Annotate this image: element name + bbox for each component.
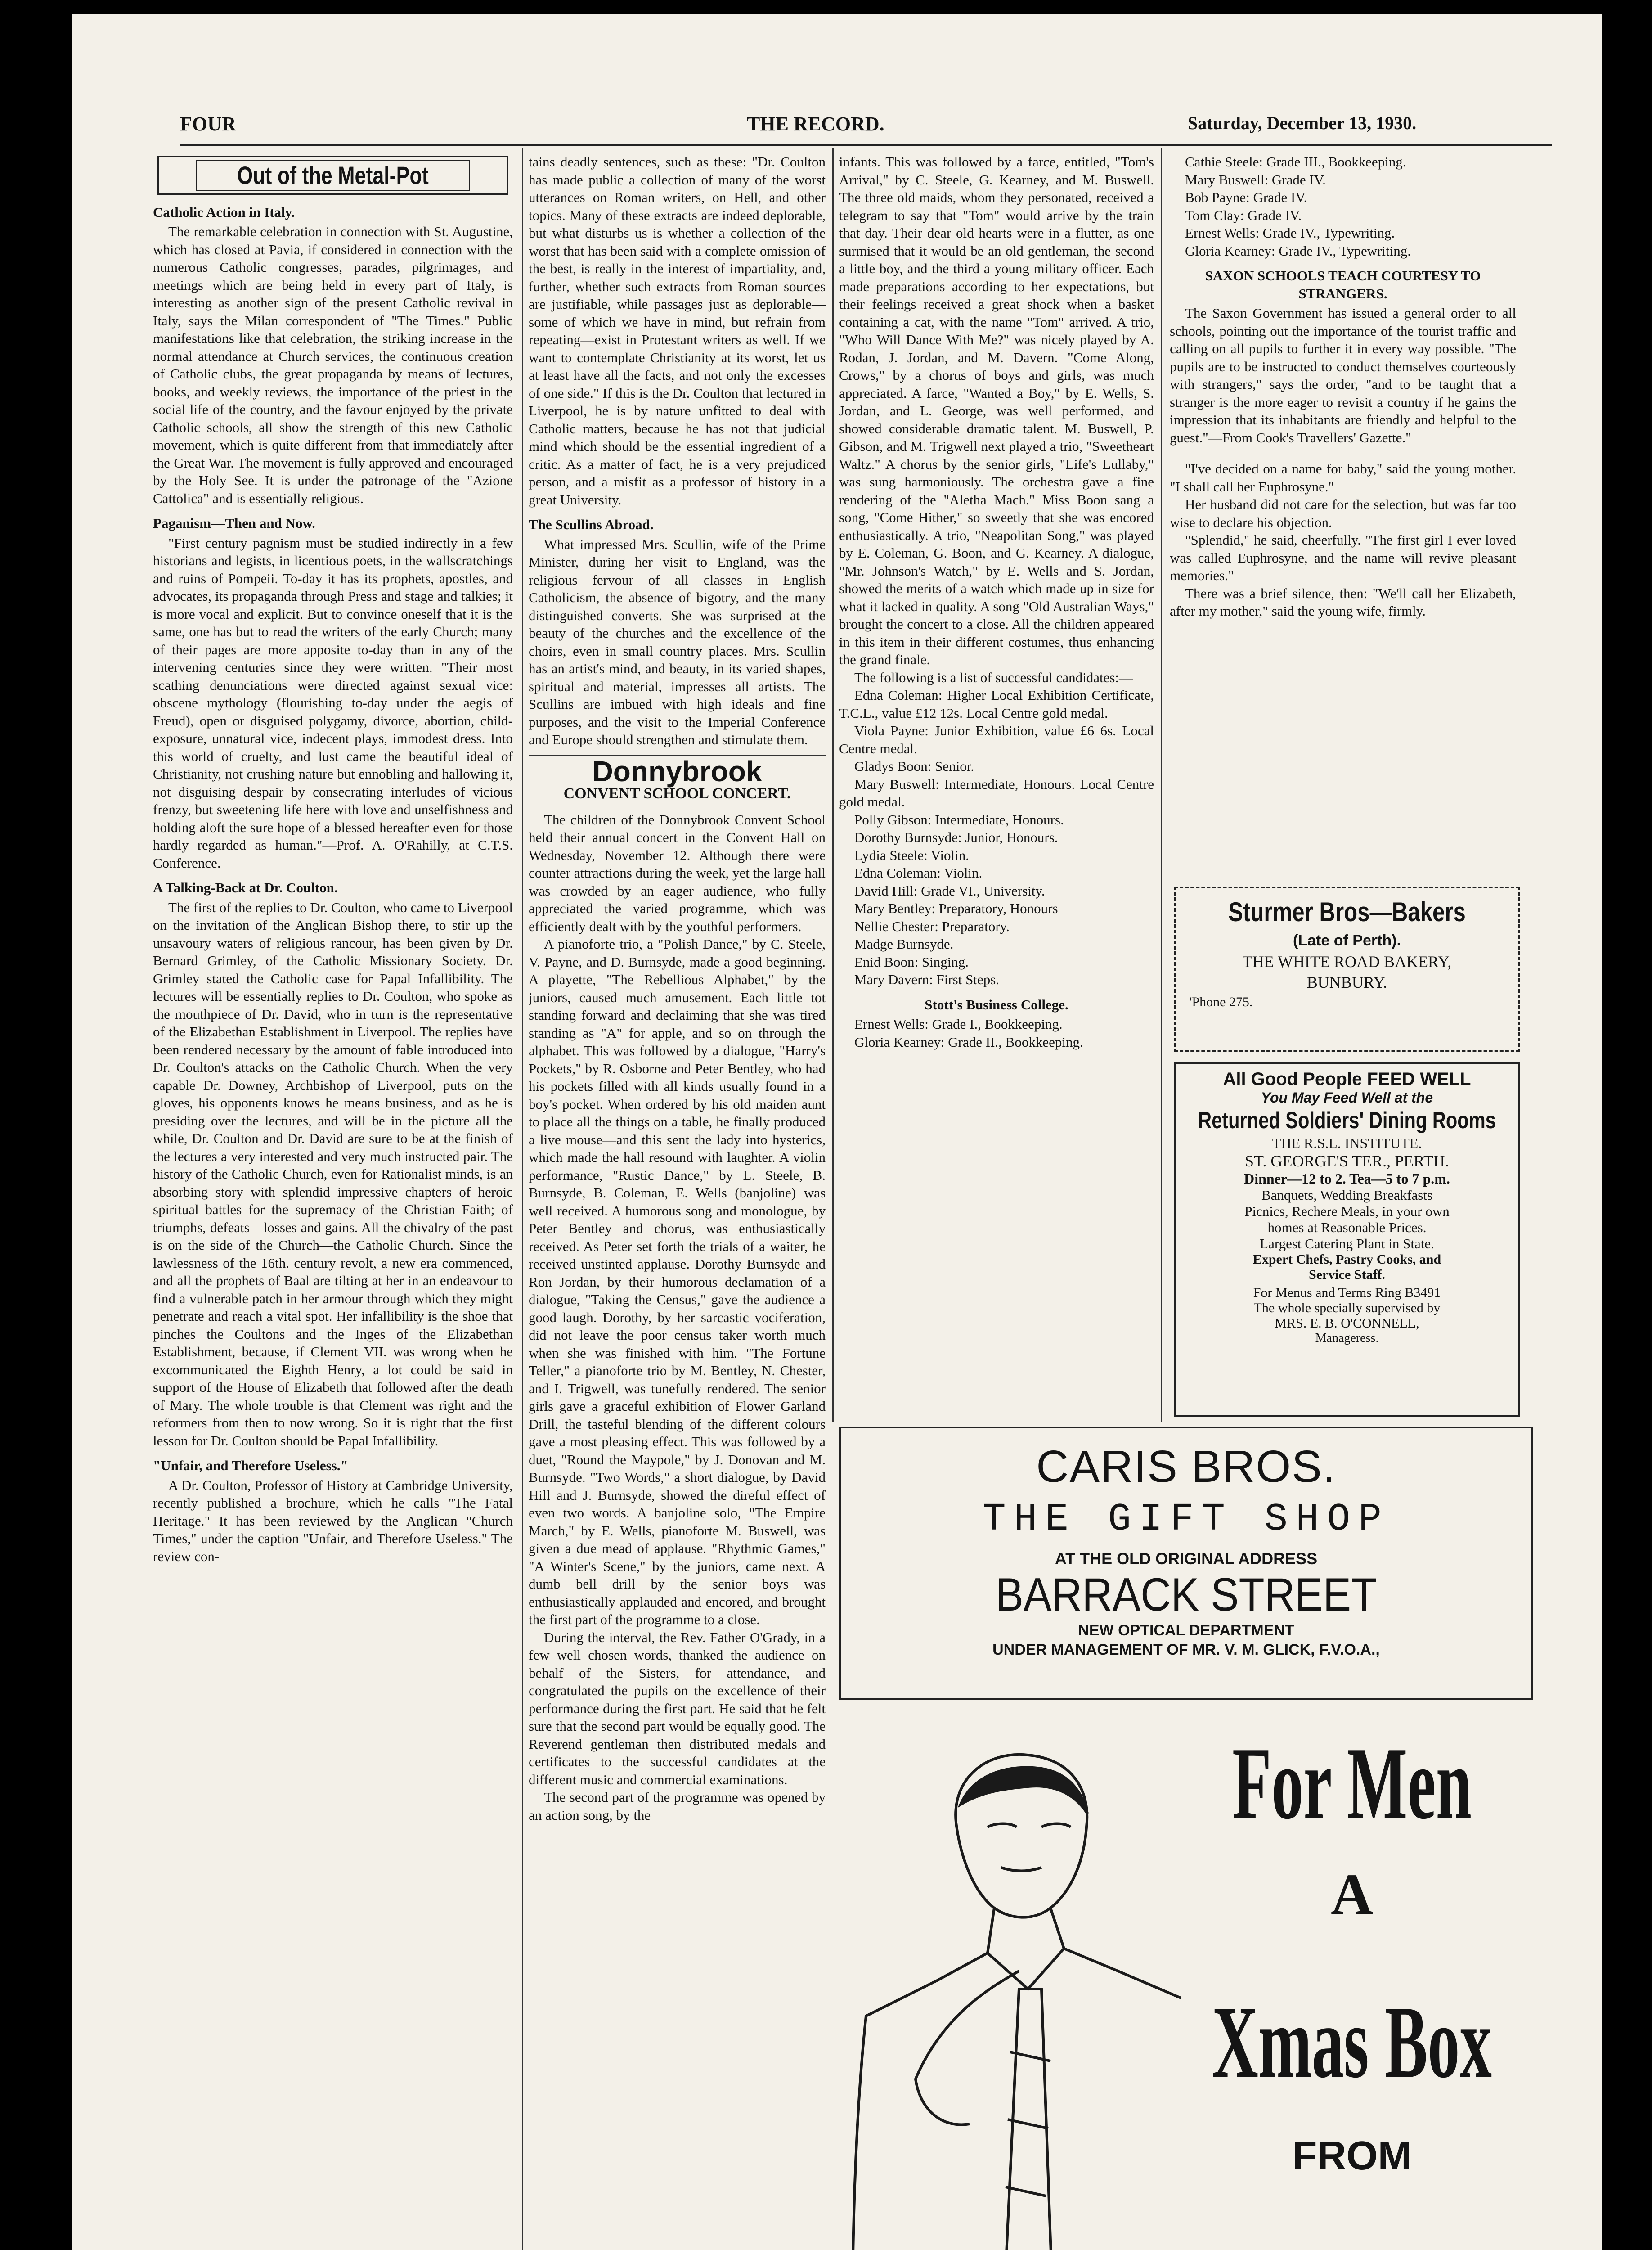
- newspaper-page: [72, 14, 1602, 2250]
- result-line: Enid Boon: Singing.: [854, 954, 969, 970]
- advert-line: For Menus and Terms Ring B3491: [1253, 1285, 1441, 1300]
- result-line: Gladys Boon: Senior.: [854, 758, 974, 774]
- article-text: The Saxon Government has issued a general order to all schools, pointing out the importance of the tourist traffic and calling on all pupils to further it in every way possible. "The pupils are to be instructed to conduct themselves courteously with strangers," says the order, "and to be taught that a stranger is the more eager to revisit a country if he gains the impression that its inhabitants are friendly and helpful to the guest."—From Cook's Travellers' Gazette.": [1170, 305, 1516, 446]
- result-line: Mary Buswell: Intermediate, Honours. Local Centre gold medal.: [839, 776, 1154, 810]
- column-1: [153, 153, 513, 2250]
- advert-line: Manageress.: [1315, 1331, 1379, 1345]
- advert-heading: Returned Soldiers' Dining Rooms: [1198, 1107, 1496, 1134]
- advert-line: NEW OPTICAL DEPARTMENT: [1078, 1622, 1294, 1639]
- result-line: Mary Bentley: Preparatory, Honours: [854, 900, 1058, 916]
- advert-line: Expert Chefs, Pastry Cooks, and: [1252, 1252, 1441, 1267]
- advert-heading: Sturmer Bros—Bakers: [1228, 897, 1466, 927]
- donnybrook-heading: Donnybrook: [529, 755, 826, 781]
- article-heading: Catholic Action in Italy.: [153, 204, 295, 220]
- result-line: Edna Coleman: Violin.: [854, 865, 983, 881]
- article-text: A Dr. Coulton, Professor of History at Cambridge University, recently published a brochure, which he calls "The Fatal Heritage." It has been reviewed by the Anglican "Church Times," under the caption "Unfair, and Therefore Useless." The review con-: [153, 1477, 513, 1564]
- column-divider: [832, 148, 834, 1422]
- result-line: Gloria Kearney: Grade II., Bookkeeping.: [854, 1034, 1083, 1050]
- advert-line: Service Staff.: [1309, 1267, 1385, 1282]
- article-heading: A Talking-Back at Dr. Coulton.: [153, 880, 338, 896]
- advert-line: BUNBURY.: [1306, 973, 1387, 991]
- advert-line: THE GIFT SHOP: [983, 1497, 1390, 1541]
- advert-sturmer-bros: [1174, 886, 1520, 1052]
- advert-line: (Late of Perth).: [1293, 932, 1401, 949]
- advert-line: MRS. E. B. O'CONNELL,: [1275, 1316, 1419, 1331]
- result-line: David Hill: Grade VI., University.: [854, 882, 1045, 899]
- section-title: Out of the Metal-Pot: [196, 160, 470, 191]
- result-line: Viola Payne: Junior Exhibition, value £6 6s. Local Centre medal.: [839, 723, 1154, 756]
- article-text: The remarkable celebration in connection with St. Augustine, which has closed at Pavia, if considered in connection with the numerous Catholic congresses, parades, pilgrimages, and meetings which are being held in every part of Italy, is interesting as another sign of the present Catholic revival in Italy, says the Milan correspondent of "The Times." Public manifestations like that celebration, the striking increase in the normal attendance at Church services, the continuous creation of Catholic clubs, the great propaganda by means of lectures, books, and weekly reviews, the importance of the priest in the social life of the country, and the favour enjoyed by the private Catholic schools, all show the strength of this new Catholic movement, which is quite different from that immediately after the Great War. The movement is fully approved and encouraged by the Holy See. It is under the patronage of the "Azione Cattolica" and is essentially religious.: [153, 224, 513, 506]
- article-heading: "Unfair, and Therefore Useless.": [153, 1458, 348, 1473]
- article-text: tains deadly sentences, such as these: "Dr. Coulton has made public a collection of many of the worst utterances on Roman writers, on Hell, and other topics. Many of these extracts are indeed deplorable, but what disturbs us is whether a collection of the worst that has been said with a complete omission of the best, is really in the interest of impartiality, and, further, whether such extracts from Roman sources are justifiable, while passages just as deplorable—some of which we have in mind, but refrain from repeating—exist in Protestant writers as well. If we want to contemplate Christianity at its worst, let us at least have all the facts, and not only the excesses of one side." If this is the Dr. Coulton that lectured in Liverpool, he is by nature unfitted to deal with Catholic matters, because he has not that judicial mind which should be the essential ingredient of a critic. As a matter of fact, he is a very prejudiced person, and a misfit as a professor of history in a great University.: [529, 154, 826, 508]
- issue-date: Saturday, December 13, 1930.: [1188, 113, 1417, 133]
- article-heading: SAXON SCHOOLS TEACH COURTESY TO STRANGERS.: [1205, 268, 1481, 302]
- result-line: Gloria Kearney: Grade IV., Typewriting.: [1185, 243, 1411, 259]
- article-heading: Paganism—Then and Now.: [153, 515, 315, 531]
- advert-line: Largest Catering Plant in State.: [1260, 1236, 1434, 1251]
- advert-heading: Xmas Box: [1212, 1984, 1492, 2099]
- advert-cogan-bros: [839, 1719, 1530, 2250]
- advert-line: 'Phone 275.: [1190, 994, 1253, 1009]
- advert-heading: CARIS BROS.: [1036, 1441, 1336, 1492]
- article-text: infants. This was followed by a farce, entitled, "Tom's Arrival," by C. Steele, G. Kearney, and M. Buswell. The three old maids, whom they personated, received a telegram to say that "Tom" would arrive by the train that day. Their dear old hearts were in a flutter, as one surmised that it would be an old gentleman, the second a little boy, and the third a young military officer. Each made preparations according to her expectations, but their feelings received a great shock when a basket containing a cat, with the name "Tom" arrived. A trio, "Who Will Dance With Me?" was nicely played by A. Rodan, J. Jordan, and M. Davern. "Come Along, Crows," by a chorus of boys and girls, was much appreciated. A farce, "Wanted a Boy," by E. Wells, S. Jordan, and L. George, was well performed, and showed considerable dramatic talent. M. Buswell, P. Gibson, and M. Trigwell next played a trio, "Sweetheart Waltz." A chorus by the senior girls, "Life's Lullaby," was sung harmoniously. The orchestra gave a fine rendering of the "Aletha Mach." Miss Boon sang a song, "Come Hither," so sweetly that she was encored enthusiastically. A trio, "Neapolitan Song," was played by E. Coleman, G. Boon, and G. Kearney. A dialogue, "Mr. Johnson's Watch," by E. Wells and S. Jordan, showed the merits of a watch which made up in size for what it lacked in quality. A song "Old Australian Ways," brought the concert to a close. All the children appeared in this item in their different costumes, thus enhancing the grand finale.: [839, 154, 1154, 667]
- result-line: Tom Clay: Grade IV.: [1185, 207, 1302, 223]
- advert-line: THE WHITE ROAD BAKERY,: [1242, 953, 1452, 971]
- result-line: Ernest Wells: Grade IV., Typewriting.: [1185, 225, 1395, 241]
- joke-text: Her husband did not care for the selection, but was far too wise to declare his objection.: [1170, 496, 1516, 530]
- result-line: Bob Payne: Grade IV.: [1185, 189, 1307, 205]
- result-line: Lydia Steele: Violin.: [854, 847, 970, 863]
- section-title-box: [157, 156, 508, 195]
- result-line: Cathie Steele: Grade III., Bookkeeping.: [1185, 154, 1406, 170]
- joke-text: "I've decided on a name for baby," said the young mother. "I shall call her Euphrosyne.": [1170, 461, 1516, 495]
- column-3: [839, 153, 1154, 1413]
- result-line: Ernest Wells: Grade I., Bookkeeping.: [854, 1016, 1063, 1032]
- column-divider: [522, 148, 523, 2250]
- advert-rsl-dining-rooms: [1174, 1062, 1520, 1417]
- man-illustration-icon: [839, 1737, 1190, 2250]
- result-line: Mary Davern: First Steps.: [854, 972, 1000, 987]
- article-text: During the interval, the Rev. Father O'Grady, in a few well chosen words, thanked the audience on behalf of the Sisters, for attendance, and congratulated the pupils on the excellence of their performance during the first part. He said that he felt sure that the second part would be equally good. The Reverend gentleman then distributed medals and certificates to the successful candidates at the different music and commercial examinations.: [529, 1629, 826, 1787]
- joke-text: "Splendid," he said, cheerfully. "The first girl I ever loved was called Euphrosyne, and the name will revive pleasant memories.": [1170, 532, 1516, 583]
- header-rule: [180, 144, 1552, 146]
- advert-line: You May Feed Well at the: [1261, 1089, 1433, 1106]
- advert-line: The whole specially supervised by: [1253, 1300, 1441, 1315]
- advert-line: All Good People FEED WELL: [1223, 1069, 1471, 1089]
- column-divider: [1161, 148, 1162, 1422]
- result-line: Dorothy Burnsyde: Junior, Honours.: [854, 829, 1058, 845]
- advert-line: Picnics, Rechere Meals, in your own: [1244, 1203, 1450, 1219]
- result-line: Edna Coleman: Higher Local Exhibition Certificate, T.C.L., value £12 12s. Local Centre gold medal.: [839, 687, 1154, 721]
- paper-title: THE RECORD.: [747, 113, 884, 135]
- article-text: The second part of the programme was opened by an action song, by the: [529, 1789, 826, 1823]
- column-4: [1170, 153, 1516, 882]
- article-text: The following is a list of successful candidates:—: [854, 669, 1133, 685]
- advert-line: UNDER MANAGEMENT OF MR. V. M. GLICK, F.V.O.A.,: [992, 1641, 1380, 1658]
- concert-heading: CONVENT SCHOOL CONCERT.: [563, 785, 791, 802]
- article-text: A pianoforte trio, a "Polish Dance," by C. Steele, V. Payne, and D. Burnsyde, made a good beginning. A playette, "The Rebellious Alphabet," by the juniors, caused much amusement. Each little tot standing forward and declaiming that she was tired standing as "A" for apple, and so on through the alphabet. This was followed by a dialogue, "Harry's Pockets," by R. Osborne and Peter Bentley, who had his pockets filled with all kinds usually found in a boy's pocket. When ordered by his old maiden aunt to place all the things on a table, he finally produced a live mouse—and this sent the lady into hysterics, which made the hall resound with laughter. A violin performance, "Rustic Dance," by L. Steele, B. Burnsyde, B. Coleman, E. Wells (banjoline) was well received. A humorous song and monologue, by Peter Bentley and chorus, was enthusiastically received. As Peter set forth the trials of a waiter, he received unstinted applause. Dorothy Burnsyde and Ron Jordan, by their humorous declamation of a dialogue, "Taking the Census," gave the audience a good laugh. Dorothy, by her sarcastic vociferation, did not leave the poor census taker worth much when she was finished with him. "The Fortune Teller," a pianoforte trio by M. Bentley, N. Chester, and I. Trigwell, was tunefully rendered. The senior girls gave a graceful exhibition of Flower Garland Drill, the tasteful blending of the different colours gave a most pleasing effect. This was followed by a duet, "Round the Maypole," by J. Donovan and M. Burnsyde. "Two Words," a short dialogue, by David Hill and J. Burnsyde, showed the direful effect of even two words. A banjoline solo, "The Empire March," by E. Wells, pianoforte M. Buswell, was given a due mead of applause. "Rhythmic Games," "A Winter's Scene," by the juniors, came next. A dumb bell drill by the senior boys was enthusiastically applauded and encored, and brought the first part of the programme to a close.: [529, 936, 826, 1627]
- advert-heading: For Men: [1232, 1726, 1472, 1840]
- advert-line: FROM: [1292, 2133, 1412, 2178]
- advert-line: Banquets, Wedding Breakfasts: [1261, 1187, 1433, 1203]
- advert-line: Dinner—12 to 2. Tea—5 to 7 p.m.: [1244, 1170, 1450, 1187]
- advert-heading: BARRACK STREET: [995, 1569, 1377, 1621]
- column-2: [529, 153, 826, 2250]
- article-heading: The Scullins Abroad.: [529, 517, 654, 532]
- advert-line: THE R.S.L. INSTITUTE.: [1272, 1135, 1422, 1151]
- advert-line: AT THE OLD ORIGINAL ADDRESS: [1055, 1549, 1318, 1568]
- result-line: Polly Gibson: Intermediate, Honours.: [854, 811, 1064, 828]
- article-text: The children of the Donnybrook Convent School held their annual concert in the Convent Hall on Wednesday, November 12. Although there were counter attractions during the week, yet the large hall was crowded by an eager audience, who fully appreciated the varied programme, which was efficiently dealt with by the youthful performers.: [529, 811, 826, 934]
- advert-caris-bros: [839, 1426, 1533, 1700]
- result-line: Nellie Chester: Preparatory.: [854, 918, 1010, 934]
- page-number: FOUR: [180, 113, 236, 135]
- article-text: What impressed Mrs. Scullin, wife of the Prime Minister, during her visit to England, was the religious fervour of all classes in English Catholicism, the absence of bigotry, and the many distinguished converts. She was surprised at the beauty of the churches and the excellence of the choirs, even in small country places. Mrs. Scullin has an artist's mind, and beauty, in its varied shapes, spiritual and material, impresses all artists. The Scullins are imbued with high ideals and fine purposes, and the visit to the Imperial Conference and Europe should strengthen and stimulate them.: [529, 536, 826, 747]
- joke-text: There was a brief silence, then: "We'll call her Elizabeth, after my mother," said the young wife, firmly.: [1170, 585, 1516, 619]
- article-heading: Stott's Business College.: [925, 996, 1068, 1012]
- result-line: Madge Burnsyde.: [854, 936, 954, 952]
- advert-line: A: [1331, 1862, 1373, 1927]
- article-text: The first of the replies to Dr. Coulton, who came to Liverpool on the invitation of the Anglican Bishop there, to stir up the unsavoury waters of religious rancour, has been given by Dr. Bernard Grimley, of the Catholic Missionary Society. Dr. Grimley stated the Catholic case for Papal Infallibility. The lectures will be essentially replies to Dr. Coulton, who spoke as the mouthpiece of Dr. David, who in turn is the representative of the Elizabethan Establishment in Liverpool. The replies have been rendered necessary by the amount of fable introduced into Dr. Coulton's attacks on the Catholic Church. When the very capable Dr. Downey, Archbishop of Liverpool, puts on the gloves, his opponents knows he means business, and as he is presiding over the lectures, and will be in the picture all the while, Dr. Coulton and Dr. David are sure to be at the finish of the lectures a very interested and very much instructed pair. The history of the Catholic Church, even for Rationalist minds, is an absorbing story with splendid impressive chapters of heroic spiritual battles for the supremacy of the Christian Faith; of triumphs, defeats—losses and gains. All the chivalry of the past is on the side of the Church—the Catholic Church. Since the lawlessness of the 16th. century revolt, a new era commenced, and all the prophets of Baal are tilting at her in an endeavour to find a vulnerable patch in her armour through which they might penetrate and reach a vital spot. Her infallibility is the shoe that pinches the Coultons and the Inges of the Elizabethan Establishment, because, if Clement VII. was wrong when he excommunicated the Eighth Henry, a lot could be said in support of the House of Elizabeth that followed after the death of Mary. The whole trouble is that Clement was right and the reformers from then to now wrong. So it is right that the first lesson for Dr. Coulton should be Papal Infallibility.: [153, 899, 513, 1449]
- article-text: "First century pagnism must be studied indirectly in a few historians and legists, in licentious poets, in the wallscratchings and ruins of Pompeii. To-day it has its prophets, apostles, and advocates, its propaganda through Press and stage and talkies; it is more vocal and explicit. But to convince oneself that it is the same, one has but to read the writers of the early Church; many of their pages are more apposite to-day than in any of the intervening centuries since they were written. "Their most scathing denunciations were directed against sexual vice: obscene mythology (flourishing to-day under the aegis of Freud), open or disguised polygamy, divorce, abortion, child-exposure, unnatural vice, indecent plays, immodest dress. Into this world of cruelty, and lust came the beautiful ideal of Christianity, not crushing nature but ennobling and hallowing it, not disguising despair by consecrating interludes of vicious frenzy, but sweetening life here with love and unselfishness and holding aloft the sure hope of a blessed hereafter even for those hardly regarded as human."—Prof. A. O'Rahilly, at C.T.S. Conference.: [153, 535, 513, 871]
- advert-line: ST. GEORGE'S TER., PERTH.: [1244, 1152, 1450, 1170]
- advert-line: homes at Reasonable Prices.: [1267, 1220, 1427, 1235]
- result-line: Mary Buswell: Grade IV.: [1185, 171, 1326, 188]
